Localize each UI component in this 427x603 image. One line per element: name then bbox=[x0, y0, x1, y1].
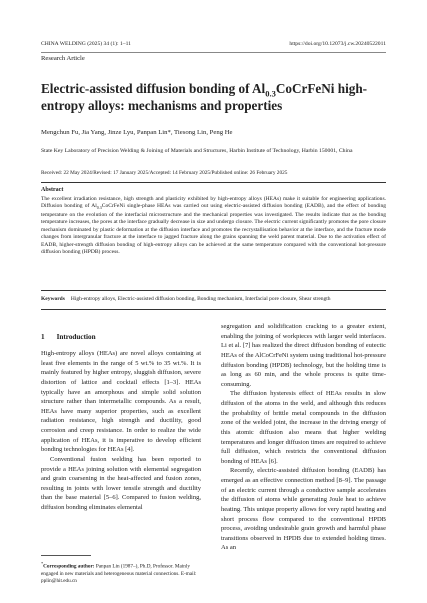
paragraph: Conventional fusion welding has been reported to provide a HEAs joining solution with elemental segregation and grain coarsening in the heat-affected and fusion zones, resulting in joints with lower tensile strength and ductility than the base material [5–6]. Compared to fusion welding, diffusion bonding eliminates elemental bbox=[41, 455, 201, 511]
footnote: *Corresponding author: Panpan Lin (1987–), Ph.D, Professor. Mainly engaged in new materials and heterogeneous material connections. E-mail: pplin@hit.edu.cn bbox=[41, 561, 197, 585]
affiliation: State Key Laboratory of Precision Welding & Joining of Materials and Structures, Harbin Institute of Technology, Harbin 150001, China bbox=[41, 148, 353, 154]
doi-link[interactable]: https://doi.org/10.12073/j.cw.20240522011 bbox=[289, 41, 386, 47]
keywords bbox=[41, 296, 386, 302]
title-text-start: Electric-assisted diffusion bonding of Al bbox=[41, 81, 266, 96]
abstract bbox=[41, 187, 386, 257]
abstract-text-start: The excellent irradiation resistance, high strength and plasticity exhibited by high-entropy alloys (HEAs) make it suitable for engineering applications. Diffusion bonding of Al bbox=[41, 195, 386, 210]
footnote-label: Corresponding author: bbox=[43, 563, 95, 570]
abstract-heading: Abstract bbox=[41, 187, 64, 193]
publication-dates: Received: 22 May 2024/Revised: 17 January 2025/Accepted: 14 February 2025/Published online: 26 February 2025 bbox=[41, 170, 288, 176]
section-number: 1 bbox=[41, 333, 45, 341]
keywords-bottom-rule bbox=[41, 309, 386, 310]
header-divider bbox=[41, 52, 386, 53]
paragraph: High-entropy alloys (HEAs) are novel alloys containing at least five elements in the range of 5 wt.% to 35 wt.%. It is mainly featured by higher entropy, sluggish diffusion, severe distortion of lattice and cocktail effects [1–3]. HEAs typically have an amorphous and simple solid solution structure rather than intermetallic compounds. As a result, HEAs have many superior properties, such as excellent radiation resistance, high strength and ductility, good corrosion and creep resistance. In order to realize the wide application of HEAs, it is imperative to develop efficient bonding technologies for HEAs [4]. bbox=[41, 350, 201, 454]
abstract-text-end: CoCrFeNi single-phase HEAs was carried out using electric-assisted diffusion bonding (EADB), and the effect of bonding temperature on the evolution of the interfacial microstructure and the mechanical properties was investigated. The results indicate that as the bonding temperature increases, the pores at the interface gradually decrease in size and undergo closure. The electric current significantly promotes the pore closure mechanism dominated by plastic deformation at the diffusion interface and promotes the recrystallisation behavior at the interface, and the fracture mode changes from intergranular fracture at the interface to jagged fracture along the grains spanning the weld parent material. Due to the activation effect of EADB, higher-strength diffusion bonding of high-entropy alloys can be achieved at the same temperature compared with the conventional hot-pressure diffusion bonding (HPDB) process. bbox=[41, 203, 386, 256]
paragraph: segregation and solidification cracking to a greater extent, enabling the joining of workpieces with larger weld interfaces. Li et al. [7] has realized the direct diffusion bonding of eutectic HEAs of the AlCoCrFeNi system using traditional hot-pressure diffusion bonding (HPDB) technology, but the holding time is as long as 60 min, and the whole process is quite time-consuming. bbox=[221, 323, 386, 388]
footnote-divider bbox=[41, 555, 91, 556]
title-subscript: 0.3 bbox=[265, 88, 276, 99]
article-type-label: Research Article bbox=[41, 55, 85, 62]
left-column bbox=[41, 349, 201, 513]
title-text-end: CoCrFeNi high-entropy alloys: mechanisms and properties bbox=[41, 81, 368, 113]
keywords-text: High-entropy alloys, Electric-assisted diffusion bonding, Bonding mechanism, Interfacial pore closure, Shear strength bbox=[70, 296, 331, 302]
right-column bbox=[221, 322, 386, 553]
abstract-top-rule bbox=[41, 182, 386, 183]
abstract-subscript: 0.3 bbox=[96, 205, 102, 211]
abstract-bottom-rule bbox=[41, 290, 386, 291]
running-head bbox=[41, 41, 386, 50]
paragraph: Recently, electric-assisted diffusion bonding (EADB) has emerged as an effective connection method [8–9]. The passage of an electric current through a conductive sample accelerates the diffusion of atoms while generating Joule heat to achieve heating. This unique property allows for very rapid heating and short process flow compared to the conventional HPDB process, avoiding undesirable grain growth and harmful phase transitions observed in HPDB due to extended holding times. As an bbox=[221, 467, 386, 552]
section-title: Introduction bbox=[56, 333, 96, 341]
keywords-label: Keywords bbox=[41, 296, 65, 302]
author-list: Mengchun Fu, Jia Yang, Jinze Lyu, Panpan Lin*, Tiesong Lin, Peng He bbox=[41, 129, 233, 136]
paper-title bbox=[41, 80, 386, 114]
section-heading bbox=[41, 333, 96, 341]
footnote-text: Panpan Lin (1987–), Ph.D, Professor. Mainly engaged in new materials and heterogeneous material connections. E-mail: pplin@hit.edu.cn bbox=[41, 563, 197, 585]
journal-citation: CHINA WELDING (2025) 34 (1): 1–11 bbox=[41, 41, 131, 47]
paragraph: The diffusion hysteresis effect of HEAs results in slow diffusion of the atoms in the weld, and although this reduces the probability of brittle metal compounds in the diffusion zone of the welded joint, the increase in the driving energy of this atomic diffusion also means that higher welding temperatures and longer diffusion times are required to achieve full diffusion, which restricts the conventional diffusion bonding of HEAs [6]. bbox=[221, 390, 386, 465]
